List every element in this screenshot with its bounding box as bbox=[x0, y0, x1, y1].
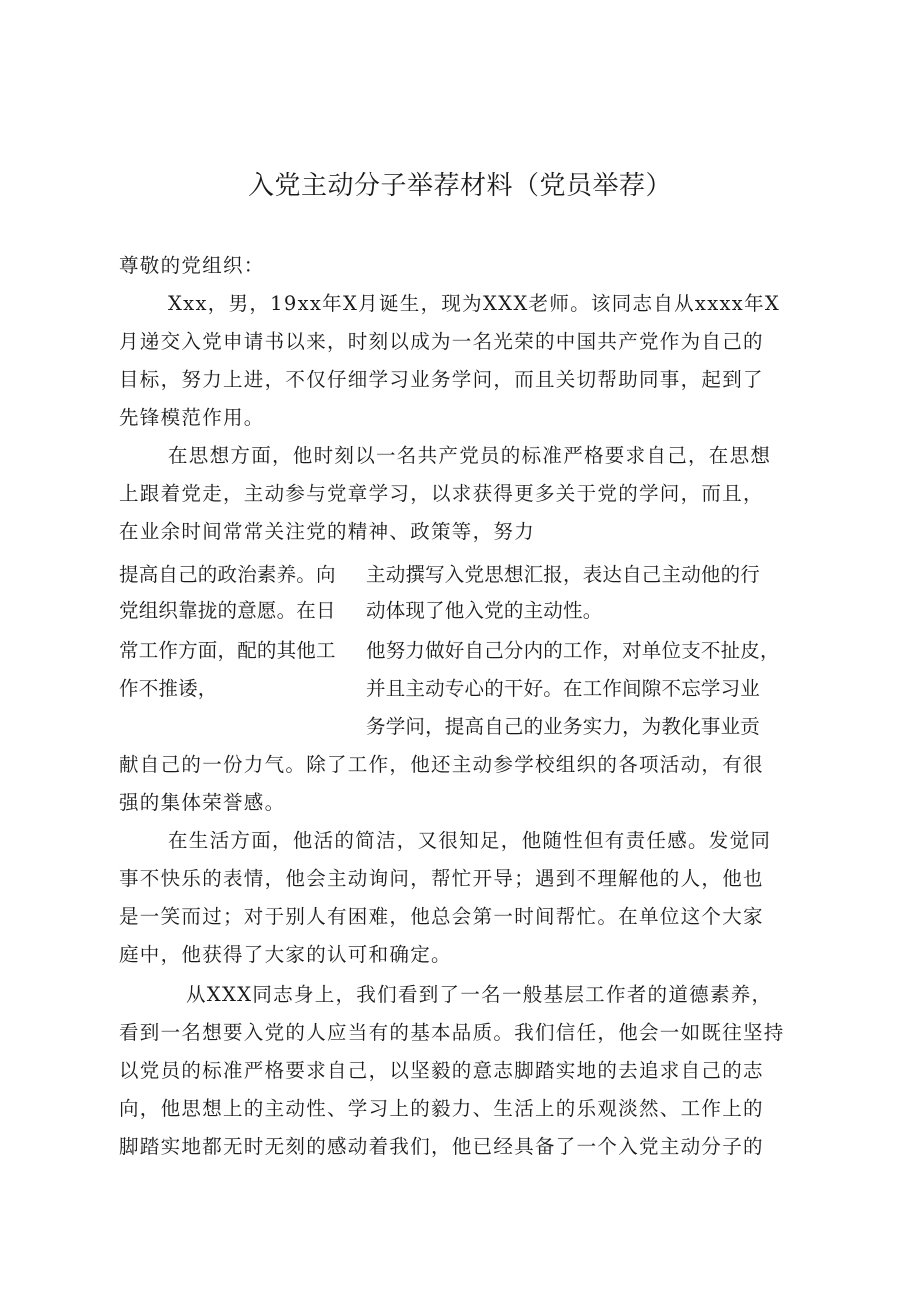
paragraph-line: 是一笑而过；对于别人有困难，他总会第一时间帮忙。在单位这个大家 bbox=[119, 905, 764, 928]
right-column-line: 他努力做好自己分内的工作，对单位支不扯皮， bbox=[366, 639, 780, 662]
right-column-line: 务学问，提高自己的业务实力，为教化事业贡 bbox=[366, 715, 761, 738]
paragraph-line: 看到一名想要入党的人应当有的基本品质。我们信任，他会一如既往坚持 bbox=[119, 1021, 785, 1044]
paragraph-line: 上跟着党走，主动参与党章学习，以求获得更多关于党的学问，而且， bbox=[119, 482, 764, 505]
left-column-line: 提高自己的政治素养。向 bbox=[119, 563, 336, 586]
paragraph-line: 目标，努力上进，不仅仔细学习业务学问，而且关切帮助同事，起到了 bbox=[119, 368, 764, 391]
paragraph-line: 庭中，他获得了大家的认可和确定。 bbox=[119, 943, 452, 966]
paragraph-line: 强的集体荣誉感。 bbox=[119, 791, 286, 814]
left-column-line: 党组织靠拢的意愿。在日 bbox=[119, 599, 336, 622]
salutation: 尊敬的党组织： bbox=[119, 254, 265, 277]
paragraph-line: 脚踏实地都无时无刻的感动着我们，他已经具备了一个入党主动分子的 bbox=[119, 1135, 764, 1158]
right-column-line: 主动撰写入党思想汇报，表达自己主动他的行 bbox=[366, 563, 761, 586]
left-column-line: 常工作方面，配的其他工 bbox=[119, 639, 336, 662]
paragraph-line: 事不快乐的表情，他会主动询问，帮忙开导；遇到不理解他的人，他也 bbox=[119, 867, 764, 890]
paragraph-line: Xxx，男，19xx年X月诞生，现为XXX老师。该同志自从xxxx年X bbox=[168, 292, 781, 315]
paragraph-line: 向，他思想上的主动性、学习上的毅力、生活上的乐观淡然、工作上的 bbox=[119, 1097, 764, 1120]
document-title: 入党主动分子举荐材料（党员举荐） bbox=[247, 171, 672, 201]
paragraph-line: 在业余时间常常关注党的精神、政策等，努力 bbox=[119, 520, 536, 543]
paragraph-line: 月递交入党申请书以来，时刻以成为一名光荣的中国共产党作为自己的 bbox=[119, 330, 764, 353]
paragraph-line: 在生活方面，他活的简洁，又很知足，他随性但有责任感。发觉同 bbox=[168, 829, 772, 852]
paragraph-line: 献自己的一份力气。除了工作，他还主动参学校组织的各项活动，有很 bbox=[119, 753, 764, 776]
left-column-line: 作不推诿， bbox=[119, 677, 218, 700]
right-column-line: 动体现了他入党的主动性。 bbox=[366, 599, 603, 622]
paragraph-line: 先锋模范作用。 bbox=[119, 406, 265, 429]
right-column-line: 并且主动专心的干好。在工作间隙不忘学习业 bbox=[366, 677, 761, 700]
paragraph-line: 以党员的标准严格要求自己，以坚毅的意志脚踏实地的去追求自己的志 bbox=[119, 1059, 764, 1082]
paragraph-line: 在思想方面，他时刻以一名共产党员的标准严格要求自己，在思想 bbox=[168, 444, 772, 467]
paragraph-line: 从XXX同志身上，我们看到了一名一般基层工作者的道德素养， bbox=[186, 983, 773, 1006]
